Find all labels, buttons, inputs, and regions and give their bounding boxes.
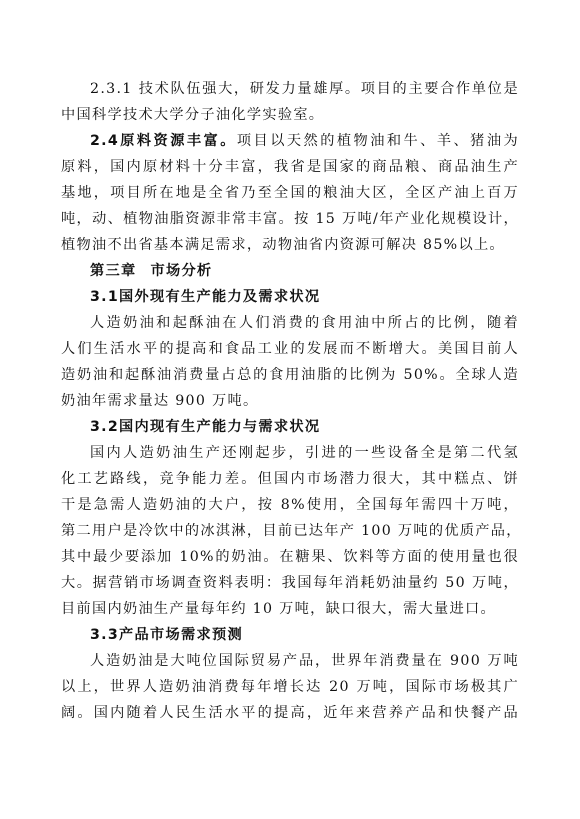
text-line: 以上，世界人造奶油消费每年增长达 20 万吨，国际市场极其广 [61, 679, 519, 695]
text-line: 第二用户是冷饮中的冰淇淋，目前已达年产 100 万吨的优质产品， [61, 523, 522, 539]
text-line: 大。据营销市场调查资料表明：我国每年消耗奶油量约 50 万吨， [61, 575, 519, 591]
text-line: 其中最少要添加 10%的奶油。在糖果、饮料等方面的使用量也很 [61, 549, 519, 565]
text-line: 原料，国内原材料十分丰富，我省是国家的商品粮、商品油生产 [61, 159, 519, 175]
text-line: 化工艺路线，竞争能力差。但国内市场潜力很大，其中糕点、饼 [61, 471, 519, 487]
text-line: 人造奶油是大吨位国际贸易产品，世界年消费量在 900 万吨 [90, 653, 519, 669]
text-line: 目前国内奶油生产量每年约 10 万吨，缺口很大，需大量进口。 [61, 601, 496, 617]
text-line: 中国科学技术大学分子油化学实验室。 [61, 107, 325, 123]
text-line: 国内人造奶油生产还刚起步，引进的一些设备全是第二代氢 [90, 445, 519, 461]
text-line: 阔。国内随着人民生活水平的提高，近年来营养产品和快餐产品 [61, 705, 519, 721]
section-heading: 3.2国内现有生产能力与需求状况 [90, 419, 321, 435]
chapter-number: 第三章 [90, 263, 137, 279]
section-heading: 3.1国外现有生产能力及需求状况 [90, 289, 321, 305]
text-line: 人造奶油和起酥油在人们消费的食用油中所占的比例，随着 [90, 315, 519, 331]
text-line: 奶油年需求量达 900 万吨。 [61, 393, 259, 409]
text-line: 植物油不出省基本满足需求，动物油省内资源可解决 85%以上。 [61, 237, 505, 253]
text-line: 干是急需人造奶油的大户，按 8%使用，全国每年需四十万吨， [61, 497, 519, 513]
text-line [90, 129, 519, 153]
section-heading: 3.3产品市场需求预测 [90, 627, 243, 643]
text-line: 基地，项目所在地是全省乃至全国的粮油大区，全区产油上百万 [61, 185, 519, 201]
chapter-heading [90, 259, 548, 283]
text-line: 吨，动、植物油脂资源非常丰富。按 15 万吨/年产业化规模设计， [61, 211, 519, 227]
chapter-title: 市场分析 [150, 263, 213, 279]
text-line: 人们生活水平的提高和食品工业的发展而不断增大。美国目前人 [61, 341, 519, 357]
text-line: 2.3.1 技术队伍强大，研发力量雄厚。项目的主要合作单位是 [90, 81, 519, 97]
text-line: 造奶油和起酥油消费量占总的食用油脂的比例为 50%。全球人造 [61, 367, 519, 383]
text-run: 项目以天然的植物油和牛、羊、猪油为 [236, 133, 519, 149]
inline-heading: 2.4原料资源丰富。 [90, 133, 237, 149]
